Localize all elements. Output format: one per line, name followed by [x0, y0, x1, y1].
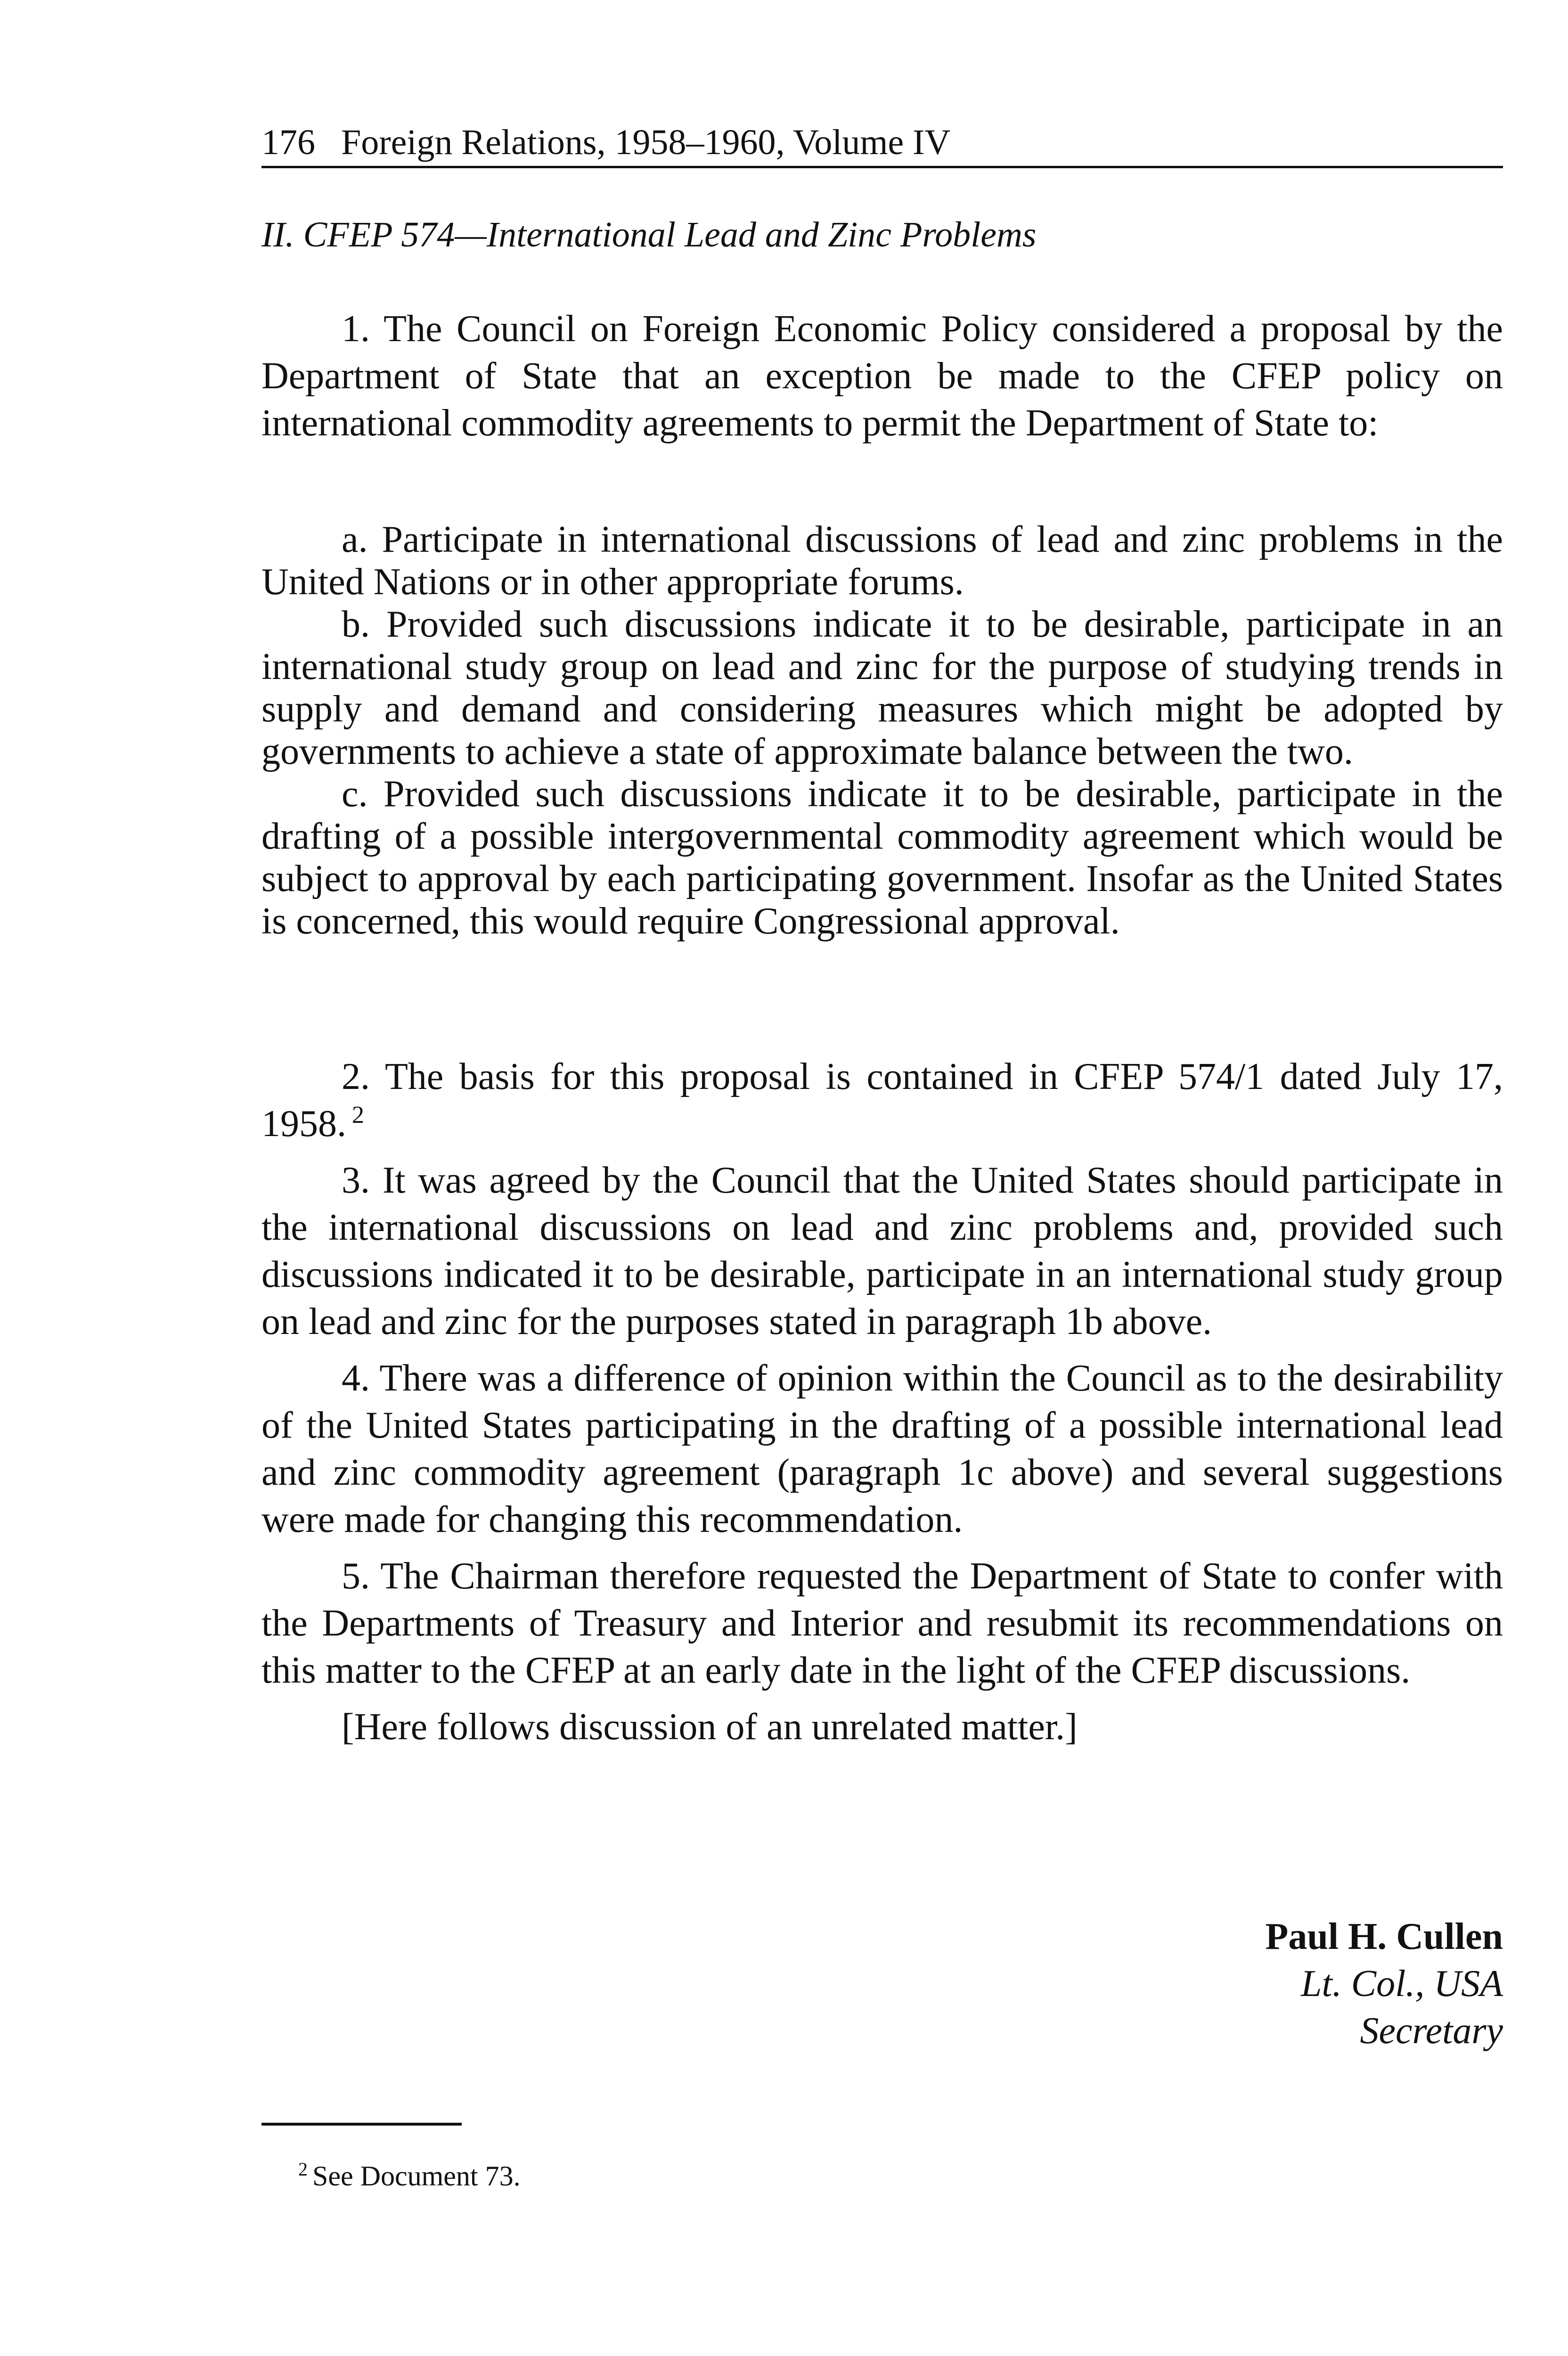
paragraph-1: 1. The Council on Foreign Economic Policy considered a proposal by the Department of State that an exception be made to the CFEP policy on international commodity agreements to permit the Department of State to: — [261, 308, 1503, 444]
paragraph-5: 5. The Chairman therefore requested the Department of State to confer with the Departments of Treasury and Interior and resubmit its recommendations on this matter to the CFEP at an early date in the light of the CFEP discussions. — [261, 1555, 1503, 1691]
signature-block — [1265, 1913, 1503, 2054]
footnote-text: See Document 73. — [312, 2160, 521, 2192]
paragraph-1-block — [261, 305, 1503, 447]
item-b: b. Provided such discussions indicate it to be desirable, participate in an international study group on lead and zinc for the purpose of studying trends in supply and demand and considering measures which might be adopted by governments to achieve a state of approximate balance between the two. — [261, 604, 1503, 772]
editorial-note: [Here follows discussion of an unrelated matter.] — [342, 1706, 1078, 1748]
paragraph-4: 4. There was a difference of opinion within the Council as to the desirability of the United States participating in the drafting of a possible international lead and zinc commodity agreement (paragraph 1c above) and several suggestions were made for changing this recommendation. — [261, 1358, 1503, 1540]
running-header — [261, 119, 1503, 168]
footnote — [298, 2157, 521, 2195]
numbered-paragraphs — [261, 1053, 1503, 1751]
signatory-name: Paul H. Cullen — [1265, 1916, 1503, 1957]
paragraph-2 — [261, 1053, 1503, 1147]
signatory-rank: Lt. Col., USA — [1301, 1963, 1503, 2004]
signatory-role: Secretary — [1360, 2010, 1503, 2052]
section-heading: II. CFEP 574—International Lead and Zinc Problems — [261, 215, 1037, 254]
paragraph-2-text: 2. The basis for this proposal is contained in CFEP 574/1 dated July 17, 1958. — [261, 1056, 1503, 1145]
footnote-reference: 2 — [352, 1102, 364, 1129]
item-c: c. Provided such discussions indicate it to be desirable, participate in the drafting of a possible intergovernmental commodity agreement which would be subject to approval by each participating government. Insofar as the United States is concerned, this would require Congressional approval. — [261, 773, 1503, 942]
footnote-divider — [261, 2123, 462, 2126]
footnote-marker: 2 — [298, 2159, 308, 2180]
item-a: a. Participate in international discussions of lead and zinc problems in the United Nations or in other appropriate forums. — [261, 519, 1503, 603]
paragraph-3: 3. It was agreed by the Council that the United States should participate in the international discussions on lead and zinc problems and, provided such discussions indicated it to be desirable, participate in an international study group on lead and zinc for the purposes stated in paragraph 1b above. — [261, 1160, 1503, 1342]
proposal-items — [261, 518, 1503, 942]
document-page — [261, 0, 1503, 2356]
running-title: Foreign Relations, 1958–1960, Volume IV — [341, 123, 951, 162]
page-number: 176 — [261, 123, 315, 162]
